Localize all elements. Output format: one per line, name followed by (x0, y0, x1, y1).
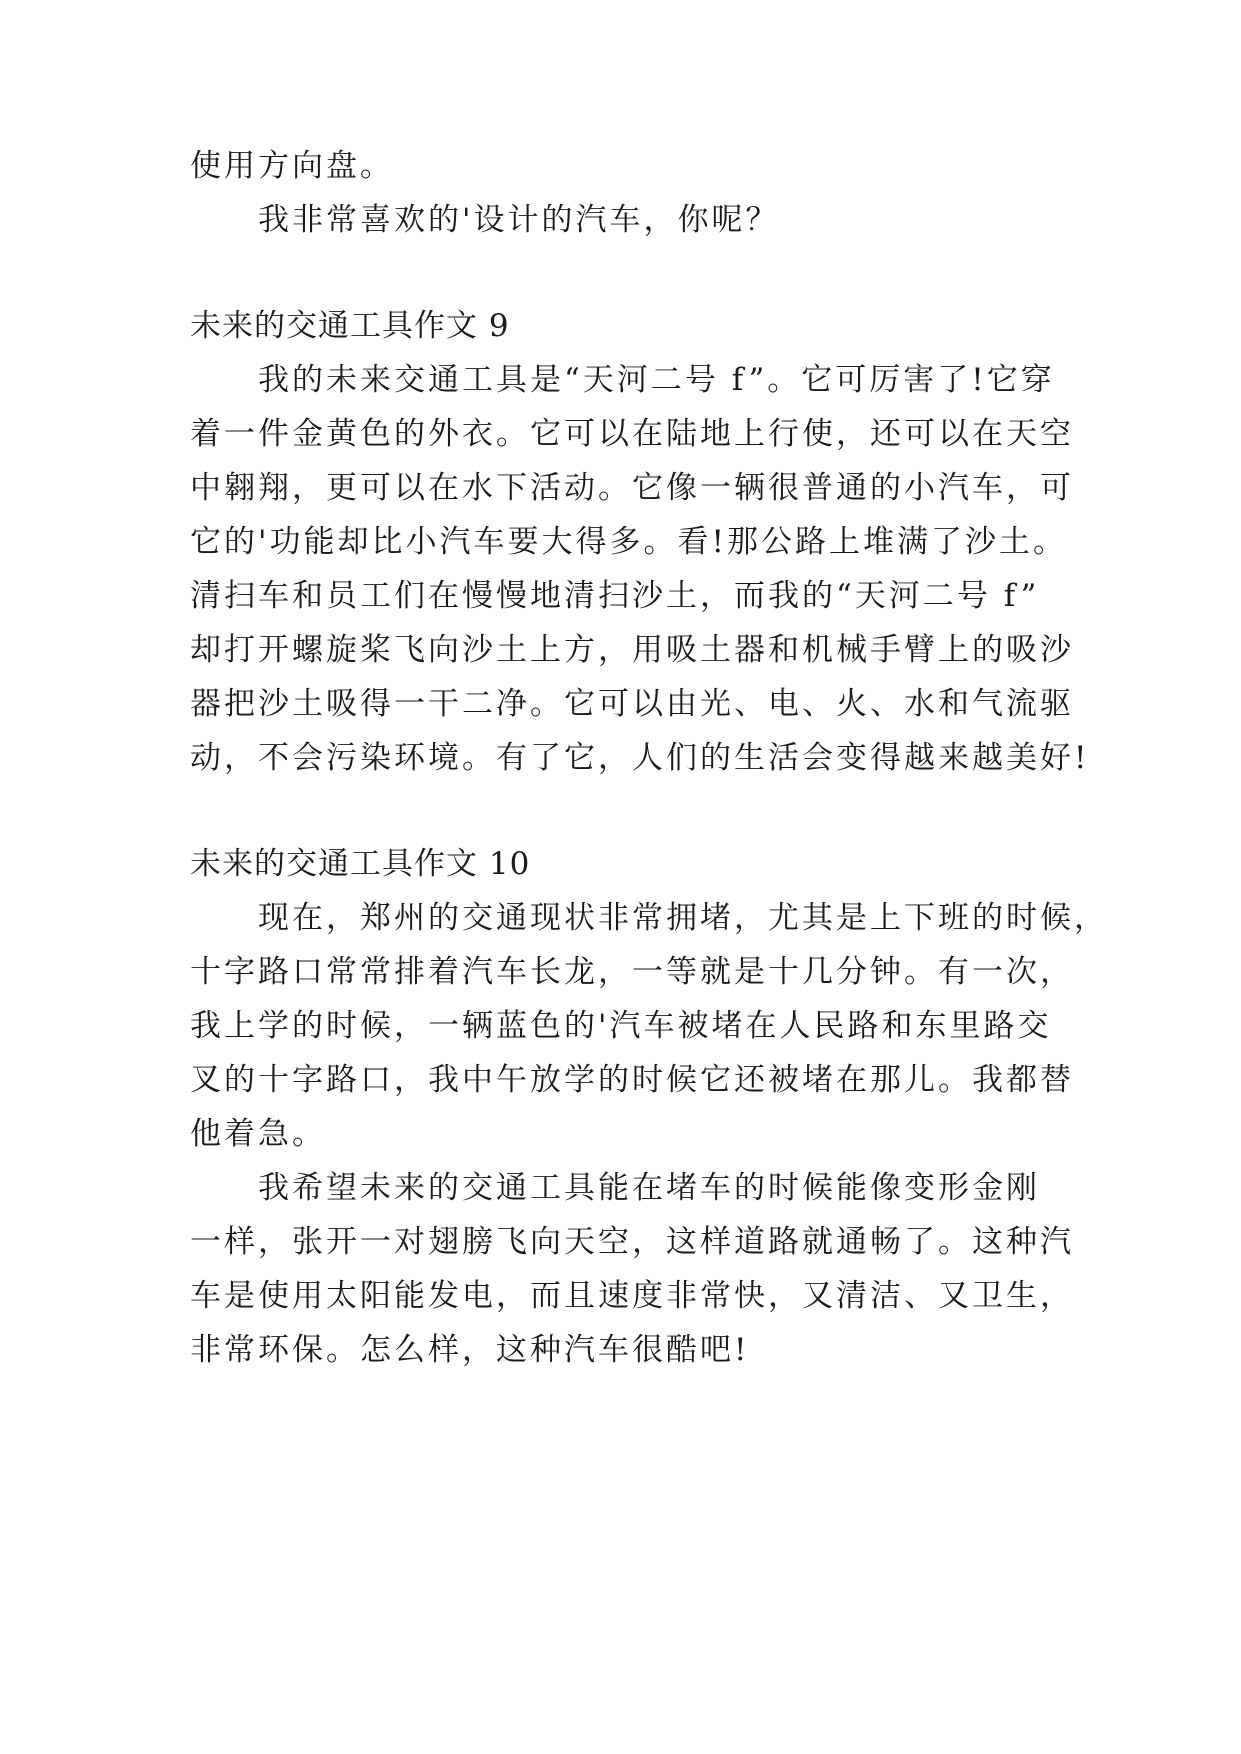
paragraph-line: 却打开螺旋桨飞向沙土上方，用吸土器和机械手臂上的吸沙 (190, 632, 1074, 668)
paragraph-line: 动，不会污染环境。有了它，人们的生活会变得越来越美好! (190, 740, 1090, 776)
paragraph-line: 现在，郑州的交通现状非常拥堵，尤其是上下班的时候， (258, 900, 1108, 936)
paragraph-line: 中翱翔，更可以在水下活动。它像一辆很普通的小汽车，可 (190, 470, 1074, 506)
paragraph-line: 叉的十字路口，我中午放学的时候它还被堵在那儿。我都替 (190, 1062, 1074, 1098)
paragraph-line: 清扫车和员工们在慢慢地清扫沙土，而我的“天河二号 f” (190, 578, 1040, 614)
paragraph-line: 着一件金黄色的外衣。它可以在陆地上行使，还可以在天空 (190, 416, 1074, 452)
paragraph-line: 他着急。 (190, 1116, 326, 1152)
paragraph-line: 使用方向盘。 (190, 148, 394, 184)
paragraph-line: 我希望未来的交通工具能在堵车的时候能像变形金刚 (258, 1170, 1040, 1206)
paragraph-line: 它的'功能却比小汽车要大得多。看!那公路上堆满了沙土。 (190, 524, 1067, 560)
paragraph-line: 器把沙土吸得一干二净。它可以由光、电、火、水和气流驱 (190, 686, 1074, 722)
paragraph-line: 非常环保。怎么样，这种汽车很酷吧! (190, 1332, 750, 1368)
paragraph-line: 车是使用太阳能发电，而且速度非常快，又清洁、又卫生， (190, 1278, 1074, 1314)
essay-10-title: 未来的交通工具作文 10 (190, 846, 531, 882)
paragraph-line: 十字路口常常排着汽车长龙，一等就是十几分钟。有一次， (190, 954, 1074, 990)
paragraph-line: 我上学的时候，一辆蓝色的'汽车被堵在人民路和东里路交 (190, 1008, 1052, 1044)
paragraph-line: 一样，张开一对翅膀飞向天空，这样道路就通畅了。这种汽 (190, 1224, 1074, 1260)
essay-9-title: 未来的交通工具作文 9 (190, 308, 510, 344)
paragraph-line: 我的未来交通工具是“天河二号 f”。它可厉害了!它穿 (258, 362, 1055, 398)
paragraph-line: 我非常喜欢的'设计的汽车，你呢？ (258, 202, 780, 238)
